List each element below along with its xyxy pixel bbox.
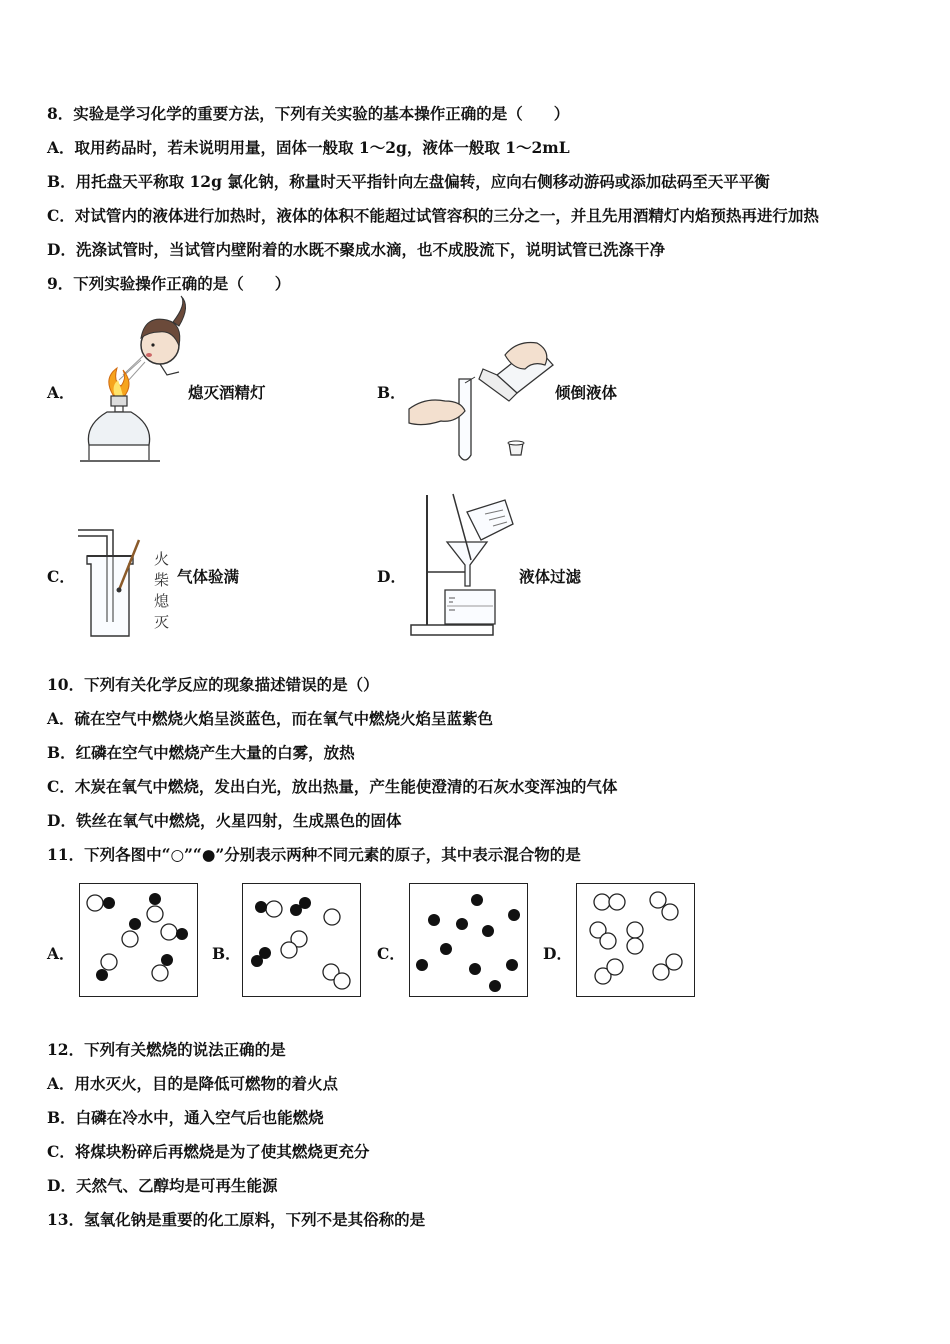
q10-option-d: D．铁丝在氧气中燃烧，火星四射，生成黑色的固体 [47, 811, 402, 830]
filtration-illustration [405, 490, 525, 640]
q9-option-c-caption: 气体验满 [177, 567, 240, 586]
q8-option-b: B．用托盘天平称取 12g 氯化钠，称量时天平指针向左盘偏转，应向右侧移动游码或添加砝码至天平平衡 [47, 172, 770, 191]
q8-option-a: A．取用药品时，若未说明用量，固体一般取 1～2g，液体一般取 1～2mL [47, 138, 570, 157]
match-annotation-char: 火 [154, 550, 170, 568]
match-annotation [154, 549, 172, 633]
q8-option-c: C．对试管内的液体进行加热时，液体的体积不能超过试管容积的三分之一，并且先用酒精灯内焰预热再进行加热 [47, 206, 819, 225]
q11-diagram-a [79, 883, 198, 997]
q11-option-c-letter: C． [377, 944, 405, 963]
q8-stem: 8．实验是学习化学的重要方法，下列有关实验的基本操作正确的是（ ） [47, 104, 570, 123]
q8-option-d: D．洗涤试管时，当试管内壁附着的水既不聚成水滴，也不成股流下，说明试管已洗涤干净 [47, 240, 665, 259]
q10-option-b: B．红磷在空气中燃烧产生大量的白雾，放热 [47, 743, 355, 762]
match-annotation-char: 柴 [154, 571, 170, 589]
q11-option-a-letter: A． [47, 944, 75, 963]
q9-option-a-caption: 熄灭酒精灯 [188, 383, 266, 402]
q10-option-c: C．木炭在氧气中燃烧，发出白光，放出热量，产生能使澄清的石灰水变浑浊的气体 [47, 777, 618, 796]
extinguish-lamp-illustration [75, 300, 195, 465]
q12-option-b: B．白磷在冷水中，通入空气后也能燃烧 [47, 1108, 324, 1127]
match-annotation-char: 熄 [154, 592, 170, 610]
match-annotation-char: 灭 [154, 613, 170, 631]
q9-option-d-caption: 液体过滤 [519, 567, 582, 586]
pour-liquid-illustration [405, 335, 555, 465]
q12-option-d: D．天然气、乙醇均是可再生能源 [47, 1176, 278, 1195]
q11-diagram-c [409, 883, 528, 997]
q10-stem: 10．下列有关化学反应的现象描述错误的是（） [47, 675, 379, 694]
q12-option-c: C．将煤块粉碎后再燃烧是为了使其燃烧更充分 [47, 1142, 370, 1161]
q9-option-b-letter: B． [377, 383, 406, 402]
q12-stem: 12．下列有关燃烧的说法正确的是 [47, 1040, 286, 1059]
q12-option-a: A．用水灭火，目的是降低可燃物的着火点 [47, 1074, 339, 1093]
q11-option-b-letter: B． [212, 944, 241, 963]
q11-stem: 11．下列各图中“○”“●”分别表示两种不同元素的原子，其中表示混合物的是 [47, 845, 581, 864]
q9-stem: 9．下列实验操作正确的是（ ） [47, 274, 291, 293]
q11-diagram-b [242, 883, 361, 997]
q9-option-c-letter: C． [47, 567, 75, 586]
q9-option-d-letter: D． [377, 567, 406, 586]
q9-option-b-caption: 倾倒液体 [555, 383, 618, 402]
q10-option-a: A．硫在空气中燃烧火焰呈淡蓝色，而在氧气中燃烧火焰呈蓝紫色 [47, 709, 494, 728]
q11-diagram-d [576, 883, 695, 997]
q9-option-a-letter: A． [47, 383, 75, 402]
q11-option-d-letter: D． [543, 944, 572, 963]
q13-stem: 13．氢氧化钠是重要的化工原料，下列不是其俗称的是 [47, 1210, 426, 1229]
